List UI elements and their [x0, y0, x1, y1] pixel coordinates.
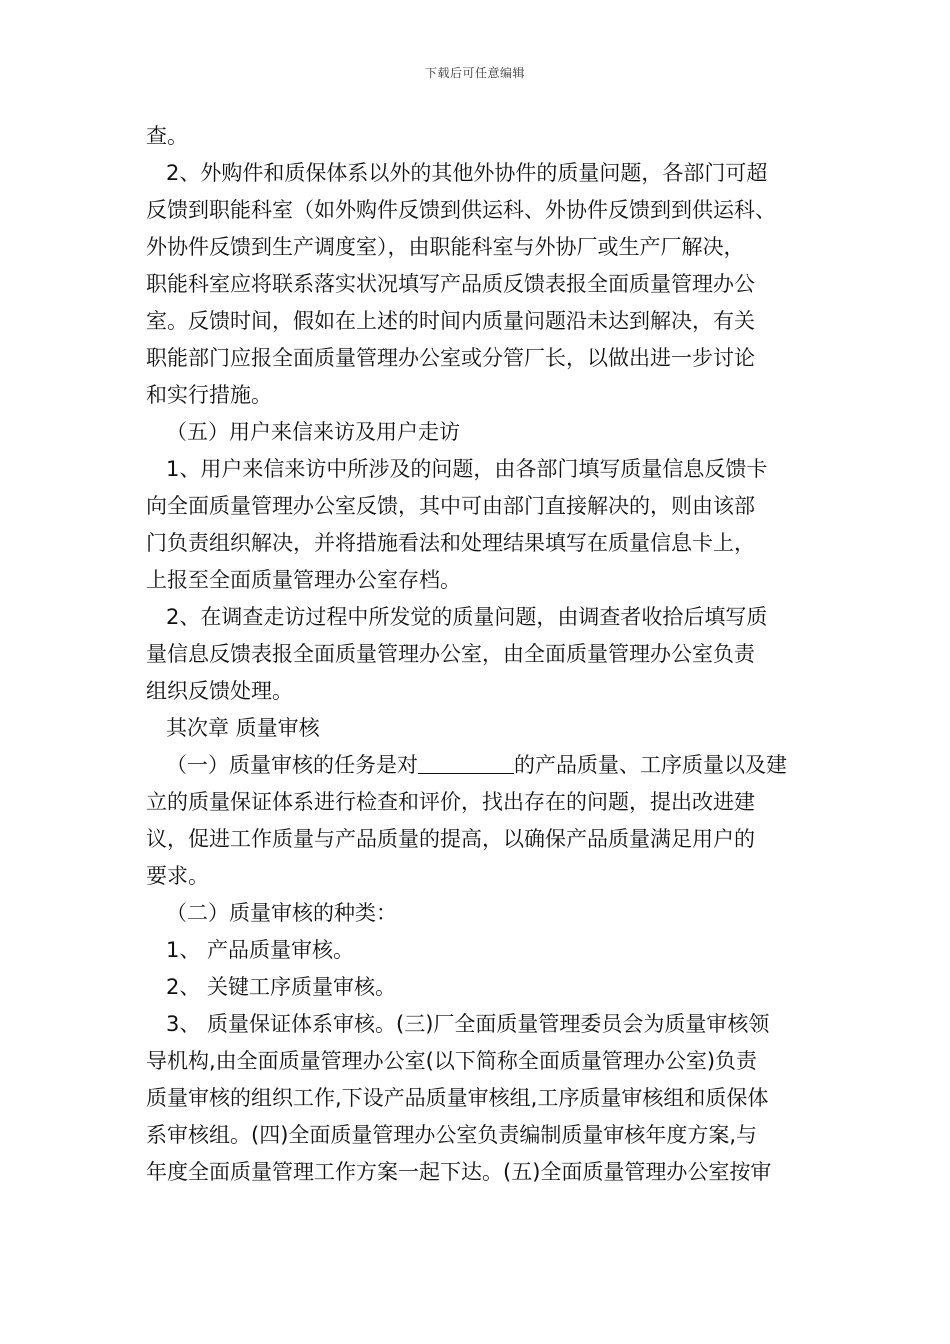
- section-heading: （二）质量审核的种类：: [166, 901, 397, 925]
- text-line: 要求。: [146, 864, 209, 888]
- text-line: 组织反馈处理。: [146, 679, 293, 703]
- text-line: 2、外购件和质保体系以外的其他外协件的质量问题，各部门可超: [166, 161, 768, 185]
- list-item: 1、 产品质量审核。: [166, 938, 355, 962]
- text-line: 立的质量保证体系进行检查和评价，找出存在的问题，提出改进建: [146, 790, 755, 814]
- text-line: 1、用户来信来访中所涉及的问题，由各部门填写质量信息反馈卡: [166, 457, 768, 481]
- page-header: 下载后可任意编辑: [424, 66, 525, 80]
- text-line: 反馈到职能科室（如外购件反馈到供运科、外协件反馈到到供运科、: [146, 198, 776, 222]
- chapter-heading: 其次章 质量审核: [166, 716, 320, 740]
- text-before-blank: （一）质量审核的任务是对: [166, 753, 418, 777]
- list-item: 3、 质量保证体系审核。(三)厂全面质量管理委员会为质量审核领: [166, 1012, 770, 1036]
- text-line: 年度全面质量管理工作方案一起下达。(五)全面质量管理办公室按审: [146, 1160, 772, 1184]
- text-line: 上报至全面质量管理办公室存档。: [146, 568, 461, 592]
- text-line: 门负责组织解决，并将措施看法和处理结果填写在质量信息卡上，: [146, 531, 755, 555]
- text-line: 职能科室应将联系落实状况填写产品质反馈表报全面质量管理办公: [146, 272, 755, 296]
- text-line: 外协件反馈到生产调度室），由职能科室与外协厂或生产厂解决，: [146, 235, 745, 259]
- text-line: 系审核组。(四)全面质量管理办公室负责编制质量审核年度方案,与: [146, 1123, 758, 1147]
- text-line: 向全面质量管理办公室反馈，其中可由部门直接解决的，则由该部: [146, 494, 755, 518]
- document-body: [146, 118, 808, 1191]
- text-line: 查。: [146, 124, 188, 148]
- list-item: 2、 关键工序质量审核。: [166, 975, 397, 999]
- text-line: 2、在调查走访过程中所发觉的质量问题，由调查者收拾后填写质: [166, 605, 768, 629]
- text-line: 议，促进工作质量与产品质量的提高，以确保产品质量满足用户的: [146, 827, 755, 851]
- text-after-blank: 的产品质量、工序质量以及建: [514, 753, 787, 777]
- text-line: 量信息反馈表报全面质量管理办公室，由全面质量管理办公室负责: [146, 642, 755, 666]
- text-line: 导机构,由全面质量管理办公室(以下简称全面质量管理办公室)负责: [146, 1049, 758, 1073]
- text-line-with-blank: [146, 747, 808, 784]
- text-line: 室。反馈时间，假如在上述的时间内质量问题沿未达到解决，有关: [146, 309, 755, 333]
- text-line: 质量审核的组织工作,下设产品质量审核组,工序质量审核组和质保体: [146, 1086, 769, 1110]
- fill-in-blank: [418, 753, 514, 774]
- text-line: 和实行措施。: [146, 383, 272, 407]
- text-line: 职能部门应报全面质量管理办公室或分管厂长，以做出进一步讨论: [146, 346, 755, 370]
- section-heading: （五）用户来信来访及用户走访: [166, 420, 460, 444]
